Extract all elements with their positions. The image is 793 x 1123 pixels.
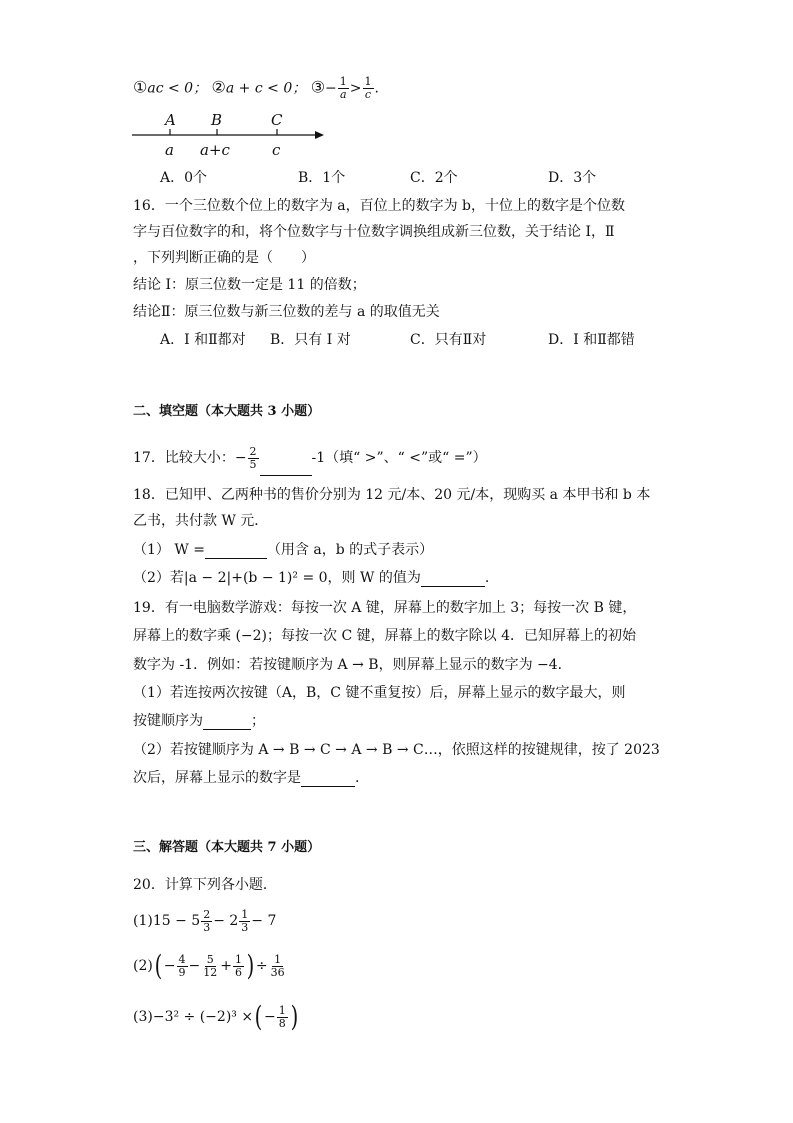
q18-part-1 [133, 541, 433, 559]
frac-num: 1 [364, 75, 372, 88]
expr-2-frac-3 [233, 954, 244, 979]
q20-expression-2 [133, 949, 288, 983]
q19-part-2-prefix: 次后，屏幕上显示的数字是 [133, 770, 301, 786]
q18-part-2-blank[interactable] [421, 572, 485, 587]
condition-3-frac-a [338, 76, 349, 101]
section-2-title: 二、填空题（本大题共 3 小题） [133, 404, 321, 419]
circle-2-label: ② [211, 77, 226, 97]
frac-num: 1 [274, 952, 282, 966]
frac-den: a [339, 88, 347, 101]
frac-den: c [364, 88, 372, 101]
frac-den: 12 [203, 965, 218, 979]
frac-num: 2 [203, 907, 211, 921]
expr-2-plus: + [220, 958, 232, 974]
circle-1-label: ① [133, 77, 148, 97]
q17 [133, 440, 487, 476]
q19-line-3: 数字为 -1．例如：若按键顺序为 A → B，则屏幕上显示的数字为 −4． [133, 657, 572, 673]
q19-part-1-line-2 [133, 712, 265, 730]
expr-3-right-paren: ) [290, 1000, 299, 1033]
frac-num: 2 [249, 444, 257, 458]
q20-title: 20．计算下列各小题． [133, 877, 277, 893]
frac-num: 1 [278, 1003, 286, 1017]
frac-den: 3 [241, 920, 249, 934]
q19-line-2: 屏幕上的数字乘 (−2)；每按一次 C 键，屏幕上的数字除以 4．已知屏幕上的初始 [133, 628, 636, 644]
point-c-value: c [272, 141, 281, 159]
condition-3-gt: > [349, 80, 362, 97]
q20-expression-3 [133, 1000, 300, 1034]
frac-den: 6 [234, 965, 242, 979]
frac-den: 3 [203, 920, 211, 934]
q19-part-2-line-2 [133, 769, 359, 787]
q16-option-b[interactable]: B．只有 I 对 [270, 332, 351, 348]
frac-den: 36 [270, 965, 285, 979]
q16-conclusion-2: 结论Ⅱ：原三位数与新三位数的差与 a 的取值无关 [133, 304, 440, 320]
point-a-value: a [165, 141, 174, 159]
point-b-value: a+c [200, 141, 230, 159]
expr-2-frac-2 [201, 954, 219, 979]
expr-2-frac-4 [269, 954, 287, 979]
q18-part-1-blank[interactable] [205, 544, 267, 559]
expr-1-part-c: − 7 [251, 913, 277, 929]
frac-num: 1 [241, 907, 249, 921]
q19-part-1-blank[interactable] [203, 715, 251, 730]
q16-line-3: ，下列判断正确的是（ ） [133, 250, 315, 266]
q16-line-2: 字与百位数字的和，将个位数字与十位数字调换组成新三位数，关于结论 I，Ⅱ [133, 224, 615, 240]
q18-line-1: 18．已知甲、乙两种书的售价分别为 12 元/本、20 元/本，现购买 a 本甲书和 b 本 [133, 487, 651, 503]
q19-part-2-blank[interactable] [301, 772, 355, 787]
q18-part-2 [133, 569, 489, 587]
frac-num: 5 [206, 952, 214, 966]
q19-part-1-suffix: ； [251, 713, 265, 729]
expr-3-minus: − [264, 1009, 276, 1025]
expr-1-part-b: − 2 [213, 913, 239, 929]
expr-3-part-a: −3² ÷ (−2)³ × [152, 1009, 254, 1025]
expr-1-label: (1) [133, 913, 153, 929]
expr-1-frac-2 [239, 909, 250, 934]
q18-part-1-prefix: （1） W = [133, 542, 205, 558]
q15-option-d[interactable]: D．3个 [548, 170, 597, 186]
point-c-label: C [271, 111, 283, 129]
q18-part-1-suffix: （用含 a，b 的式子表示） [266, 542, 434, 558]
expr-2-minus-1: − [163, 958, 176, 974]
point-b-label: B [211, 111, 223, 129]
expr-2-right-paren: ) [246, 949, 255, 982]
q15-option-c[interactable]: C．2个 [410, 170, 458, 186]
frac-num: 1 [234, 952, 242, 966]
q17-fraction [248, 446, 259, 471]
q19-part-2-line-1: （2）若按键顺序为 A → B → C → A → B → C…，依照这样的按键规律，按了 2023 [133, 742, 660, 758]
frac-num: 1 [339, 75, 347, 88]
q20-expression-1 [133, 904, 276, 938]
number-line-axis [130, 110, 330, 160]
q16-option-c[interactable]: C．只有Ⅱ对 [410, 332, 487, 348]
q15-conditions [133, 76, 379, 101]
q15-option-a[interactable]: A．0个 [160, 170, 208, 186]
expr-2-label: (2) [133, 958, 153, 974]
q19-part-1-line-1: （1）若连按两次按键（A，B，C 键不重复按）后，屏幕上显示的数字最大，则 [133, 685, 626, 701]
expr-1-frac-1 [201, 909, 212, 934]
expr-3-label: (3) [133, 1009, 153, 1025]
q17-answer-blank[interactable] [260, 461, 312, 476]
condition-3-frac-c [363, 76, 374, 101]
frac-den: 8 [278, 1016, 286, 1030]
section-3-title: 三、解答题（本大题共 7 小题） [133, 840, 321, 855]
q19-line-1: 19．有一电脑数学游戏：每按一次 A 键，屏幕上的数字加上 3；每按一次 B 键， [133, 600, 637, 616]
condition-3-end: . [374, 80, 379, 97]
circle-3-label: ③ [310, 77, 326, 97]
frac-den: 9 [178, 965, 186, 979]
expr-2-left-paren: ( [154, 949, 163, 982]
expr-3-left-paren: ( [254, 1000, 263, 1033]
expr-2-minus-2: − [188, 958, 201, 974]
q16-option-d[interactable]: D．I 和Ⅱ都错 [548, 332, 635, 348]
expr-2-divide: ÷ [255, 958, 268, 974]
number-line [130, 110, 330, 160]
frac-num: 4 [178, 952, 186, 966]
q19-part-2-suffix: . [355, 770, 360, 786]
condition-3-minus: − [325, 80, 337, 97]
condition-1: ac < 0； [147, 80, 208, 97]
q17-suffix: -1（填“ >”、“ <”或“ =”） [311, 450, 487, 466]
q18-line-2: 乙书，共付款 W 元． [133, 513, 269, 529]
expr-1-part-a: 15 − 5 [152, 913, 201, 929]
q18-part-2-prefix: （2）若|a − 2|+(b − 1)² = 0，则 W 的值为 [133, 570, 421, 586]
q18-part-2-suffix: . [484, 570, 490, 586]
q19-part-1-prefix: 按键顺序为 [133, 713, 203, 729]
q16-conclusion-1: 结论 I：原三位数一定是 11 的倍数； [133, 277, 366, 293]
q16-option-a[interactable]: A．I 和Ⅱ都对 [160, 332, 246, 348]
frac-den: 5 [249, 457, 257, 471]
condition-2: a + c < 0； [225, 80, 307, 97]
q15-option-b[interactable]: B．1个 [298, 170, 346, 186]
expr-3-frac [277, 1005, 288, 1030]
q17-prefix: 17．比较大小：− [133, 450, 247, 466]
point-a-label: A [165, 111, 176, 129]
q16-line-1: 16．一个三位数个位上的数字为 a，百位上的数字为 b，十位上的数字是个位数 [133, 198, 626, 214]
expr-2-frac-1 [177, 954, 188, 979]
